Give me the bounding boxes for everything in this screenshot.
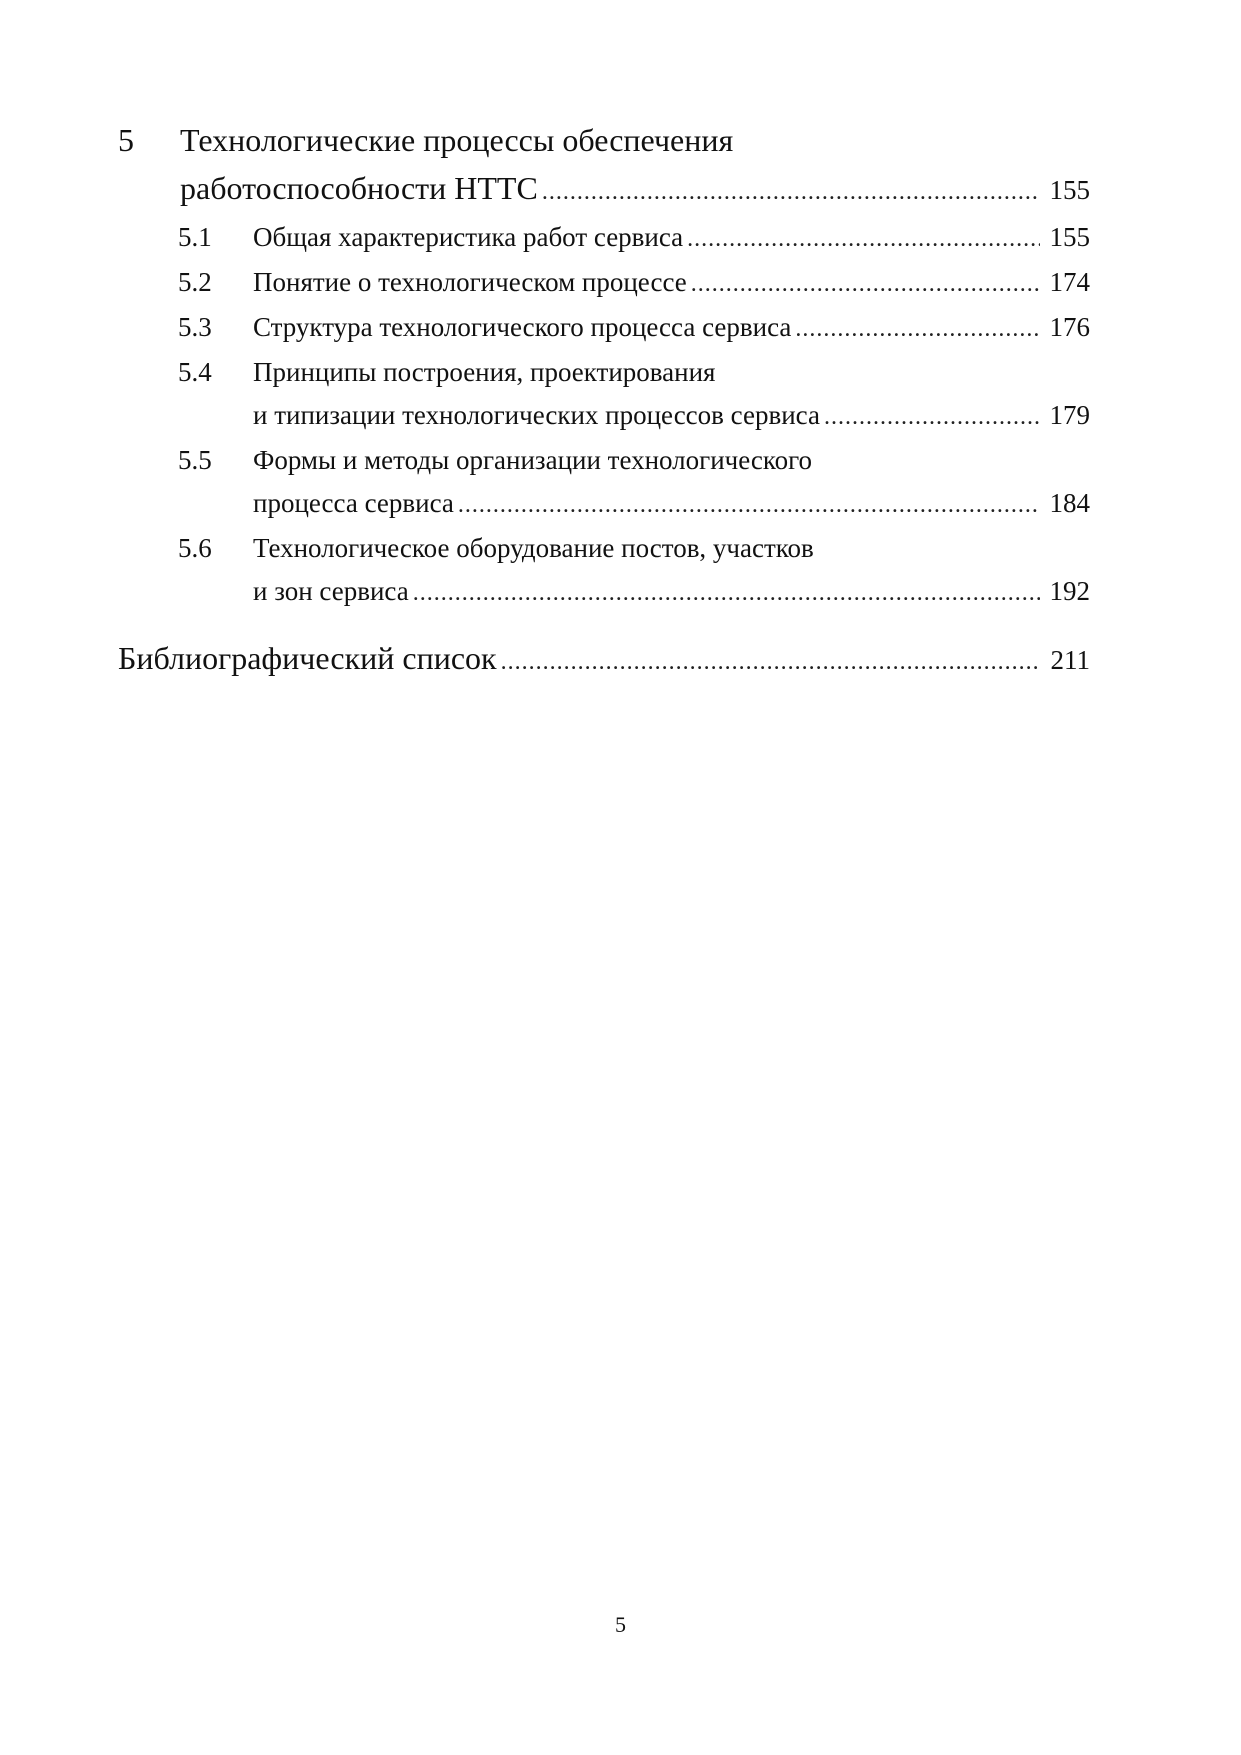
section-title-line2: процесса сервиса [253, 488, 454, 518]
section-page: 174 [1049, 267, 1090, 297]
bibliography-page: 211 [1050, 645, 1090, 675]
section-title-line1: Формы и методы организации технологического [253, 445, 813, 475]
section-number: 5.6 [178, 533, 212, 563]
section-title-line2: и зон сервиса [253, 576, 409, 606]
dot-leader [501, 638, 1040, 686]
page-number: 5 [615, 1612, 626, 1637]
dot-leader [542, 168, 1040, 216]
dot-leader [691, 263, 1040, 306]
section-title-line2: и типизации технологических процессов сервиса [253, 400, 820, 430]
section-page: 184 [1049, 488, 1090, 518]
dot-leader [458, 484, 1040, 527]
section-number: 5.5 [178, 445, 212, 475]
chapter-title-line1: Технологические процессы обеспечения [180, 122, 734, 158]
toc-chapter-5 [118, 116, 1090, 164]
toc-section-5-6-cont [118, 570, 1090, 615]
section-number: 5.1 [178, 222, 212, 252]
section-page: 192 [1049, 576, 1090, 606]
section-page: 155 [1049, 222, 1090, 252]
toc-section-5-1 [118, 216, 1090, 261]
toc-bibliography [118, 634, 1090, 686]
toc-section-5-2 [118, 261, 1090, 306]
section-title-line1: Принципы построения, проектирования [253, 357, 716, 387]
toc-section-5-5-cont [118, 482, 1090, 527]
dot-leader [824, 396, 1040, 439]
toc-chapter-5-cont [118, 164, 1090, 216]
toc-section-5-4-cont [118, 394, 1090, 439]
toc-section-5-5 [118, 439, 1090, 482]
toc-section-5-4 [118, 351, 1090, 394]
section-number: 5.2 [178, 267, 212, 297]
dot-leader [795, 308, 1040, 351]
chapter-page: 155 [1049, 175, 1090, 205]
section-title: Структура технологического процесса сервиса [253, 312, 792, 342]
section-number: 5.3 [178, 312, 212, 342]
section-title: Общая характеристика работ сервиса [253, 222, 684, 252]
dot-leader [687, 218, 1040, 261]
section-page: 179 [1049, 400, 1090, 430]
chapter-title-line2: работоспособности НТТС [180, 170, 538, 206]
section-title-line1: Технологическое оборудование постов, участков [253, 533, 814, 563]
dot-leader [413, 572, 1040, 615]
table-of-contents [118, 116, 1090, 686]
section-page: 176 [1049, 312, 1090, 342]
chapter-number: 5 [118, 122, 134, 158]
toc-section-5-3 [118, 306, 1090, 351]
toc-section-5-6 [118, 527, 1090, 570]
section-title: Понятие о технологическом процессе [253, 267, 687, 297]
bibliography-title: Библиографический список [118, 640, 497, 676]
section-number: 5.4 [178, 357, 212, 387]
